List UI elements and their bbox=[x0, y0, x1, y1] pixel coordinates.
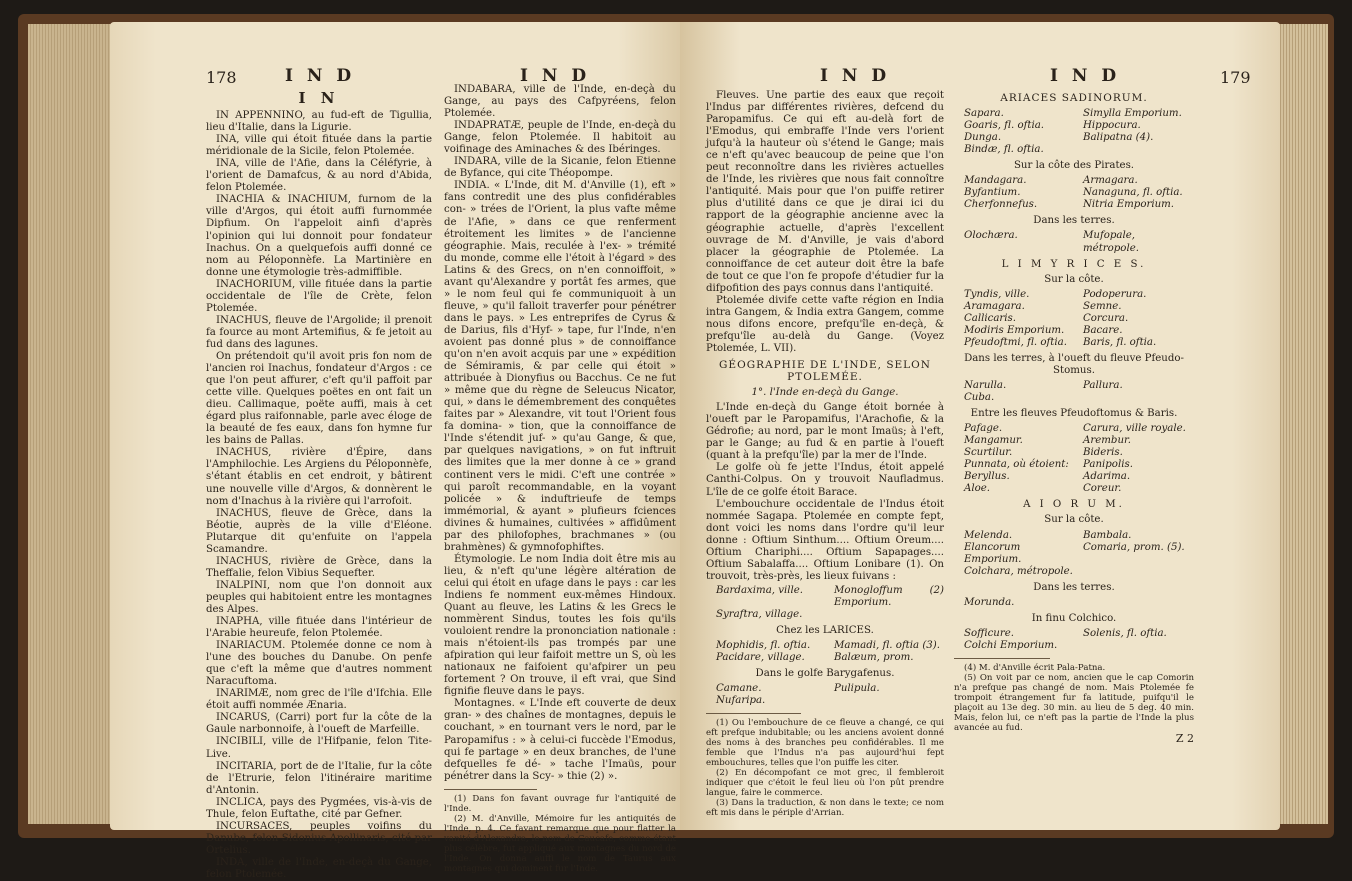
list-item: Nitria Emporium. bbox=[1083, 199, 1175, 211]
colchico-title: In finu Colchico. bbox=[1031, 612, 1117, 624]
list-terres bbox=[964, 230, 1194, 254]
ariaces-title: ARIACES SADINORUM. bbox=[1000, 92, 1148, 104]
entry-paragraph: INCURSACES, peuples voifins du Danube, felon Sidonius Apollinaris, cité par Ortelius. bbox=[206, 820, 432, 856]
list-item: Pfeudoftmi, fl. oftia. bbox=[964, 336, 1067, 348]
list-item bbox=[1083, 597, 1194, 609]
footnote: (3) Dans la traduction, & non dans le texte; ce nom eft mis dans le périple d'Arrian. bbox=[706, 798, 944, 819]
cote-title: Sur la côte. bbox=[1044, 273, 1104, 285]
entry-paragraph: INACHUS, fleuve de Grèce, dans la Béotie, auprès de la ville d'Eléone. Plutarque dit qu'enfuite on l'appela Scamandre. bbox=[206, 507, 432, 555]
footnote: (2) En décompofant ce mot grec, il fembleroit indiquer que c'étoit le feul lieu où l'on pût prendre langue, faire le commerce. bbox=[706, 768, 944, 799]
list-limyrices bbox=[964, 289, 1194, 349]
list-item: Coreur. bbox=[1083, 483, 1122, 495]
entry-paragraph: INCLICA, pays des Pygmées, vis-à-vis de Thule, felon Euftathe, cité par Gefner. bbox=[206, 796, 432, 820]
list-item: Solenis, fl. oftia. bbox=[1083, 627, 1167, 639]
list-aiorum bbox=[964, 530, 1194, 578]
entry-paragraph: INDABARA, ville de l'Inde, en-deçà du Gange, au pays des Cafpyréens, felon Ptolemée. bbox=[444, 84, 676, 120]
footnote-rule bbox=[954, 658, 1050, 659]
list-item: Podoperura. bbox=[1083, 288, 1147, 300]
entry-paragraph: Fleuves. Une partie des eaux que reçoit l'Indus par différentes rivières, defcend du Paropamifus. Ce qui eft au-delà fort de l'Emodus, qui embraffe l'Inde vers l'orient jufqu'à la hauteur où s'étend le Gange; mais ce n'eft qu'avec beaucoup de peine que l'on peut reconnoître dans les rivières actuelles de l'Inde, les rivières que nous fait connoître l'antiquité. Mais pour que l'on puiffe retirer plus d'utilité dans ce que je dirai ici du rapport de la géographie ancienne avec la géographie actuelle, d'après l'excellent ouvrage de M. d'Anville, je vais d'abord placer la géographie de Ptolemée. La connoiffance de cet auteur doit être la bafe de tout ce que l'on fe propofe d'étudier fur la difpofition des pays connus dans l'antiquité. bbox=[706, 90, 944, 294]
list-item bbox=[1083, 640, 1194, 652]
cote2-title: Sur la côte. bbox=[1044, 514, 1104, 526]
list-item: Camane. bbox=[716, 683, 762, 695]
left-column-1 bbox=[206, 89, 432, 881]
section-header: I N bbox=[298, 89, 340, 107]
list-item: Mophidis, fl. oftia. bbox=[716, 640, 811, 652]
footnote-rule bbox=[444, 789, 537, 790]
page-edges-left bbox=[28, 24, 112, 824]
list-item: Bindæ, fl. oftia. bbox=[964, 144, 1044, 156]
list-item: Sofficure. bbox=[964, 627, 1014, 639]
list-item: Pallura. bbox=[1083, 379, 1123, 391]
footnote-rule bbox=[706, 713, 801, 714]
list-item: Colchara, métropole. bbox=[964, 565, 1073, 577]
list-item: Cuba. bbox=[964, 392, 995, 404]
terres2-title: Dans les terres. bbox=[1033, 581, 1115, 593]
list-1 bbox=[716, 585, 944, 621]
entry-paragraph: INACHIA & INACHIUM, furnom de la ville d'Argos, qui étoit auffi furnommée Dipfium. On l'appeloit ainfi d'après l'opinion qui lui donnoit pour fondateur Inachus. On a quelquefois auffi donné ce nom au Péloponnèfe. La Martinière en donne une étymologie très-admiffible. bbox=[206, 194, 432, 278]
list-item bbox=[834, 609, 944, 621]
list-item: Armagara. bbox=[1083, 175, 1138, 187]
list-item: Pulipula. bbox=[834, 683, 880, 695]
list-item: Bambala. bbox=[1083, 529, 1132, 541]
list-item: Baris, fl. oftia. bbox=[1083, 336, 1157, 348]
list-item: Adarima. bbox=[1083, 471, 1131, 483]
list-item: Bideris. bbox=[1083, 447, 1123, 459]
list-pirates bbox=[964, 175, 1194, 211]
list-item: Mandagara. bbox=[964, 175, 1027, 187]
running-head: I N D bbox=[820, 66, 891, 86]
list-item: Bardaxima, ville. bbox=[716, 584, 804, 596]
list-entre bbox=[964, 423, 1194, 495]
entry-paragraph: INALPINI, nom que l'on donnoit aux peuples qui habitoient entre les montagnes des Alpes. bbox=[206, 579, 432, 615]
terres-title: Dans les terres. bbox=[1033, 215, 1115, 227]
pseudo-title: Dans les terres, à l'oueft du fleuve Pfeudo-Stomus. bbox=[964, 352, 1184, 376]
signature-mark: Z 2 bbox=[1175, 731, 1194, 745]
entry-paragraph: INDA, ville de l'Inde, en-deçà du Gange, felon Ptolemée. bbox=[206, 856, 432, 880]
entry-paragraph: INAPHA, ville fituée dans l'intérieur de l'Arabie heureufe, felon Ptolemée. bbox=[206, 616, 432, 640]
left-column-2 bbox=[444, 84, 676, 874]
entry-paragraph: INACHUS, rivière de Grèce, dans la Theffalie, felon Vibius Sequefter. bbox=[206, 555, 432, 579]
footnote: (1) Dans fon favant ouvrage fur l'antiquité de l'Inde. bbox=[444, 793, 676, 814]
larices-title: Chez les LARICES. bbox=[776, 625, 874, 637]
list-item: Morunda. bbox=[964, 596, 1015, 608]
list-item: Cherfonnefus. bbox=[964, 199, 1038, 211]
entre-title: Entre les fleuves Pfeudoftomus & Baris. bbox=[970, 408, 1178, 420]
list-item: Olochæra. bbox=[964, 230, 1018, 242]
list-item: Mangamur. bbox=[964, 435, 1023, 447]
entry-paragraph: Étymologie. Le nom India doit être mis au lieu, & n'eft qu'une légère altération de celui qui étoit en ufage dans le pays : car les Indiens fe nomment eux-mêmes Hindoux. Quant au fleuve, les Latins & les Grecs le nommèrent Sindus, toutes les fois qu'ils vouloient rendre la prononciation nationale : mais n'étoient-ils pas trompés par une afpiration qui leur faifoit mettre un S, où les nationaux ne faifoient qu'afpirer un peu fortement ? On trouve, il eft vrai, que Sind fignifie fleuve dans le pays. bbox=[444, 553, 676, 698]
running-head-2: I N D bbox=[1050, 66, 1121, 86]
entry-paragraph: IN APPENNINO, au fud-eft de Tigullia, lieu d'Italie, dans la Ligurie. bbox=[206, 110, 432, 134]
footnote: (2) M. d'Anville, Mémoire fur les antiquités de l'Inde, p. 4. Ce favant remarque que pour flatter la vanité d'Alexandre, le nom de Caucafe, comme étant plus célèbre, fut appliqué aux montagnes du nord de l'Inde. On donna auffi le nom de Taurus aux montagnes qui dominent fur l'Inde. bbox=[444, 813, 676, 874]
entry-paragraph: INCARUS, (Carri) port fur la côte de la Gaule narbonnoife, à l'oueft de Marfeille. bbox=[206, 712, 432, 736]
left-page bbox=[110, 22, 688, 880]
entry-paragraph: INACHORIUM, ville fituée dans la partie occidentale de l'île de Crète, felon Ptolemée. bbox=[206, 278, 432, 314]
right-column-1 bbox=[706, 90, 944, 818]
list-item: Pafage. bbox=[964, 423, 1003, 435]
list-item: Modiris Emporium. bbox=[964, 324, 1065, 336]
list-item: Hippocura. bbox=[1083, 120, 1141, 132]
list-item: Semne. bbox=[1083, 300, 1122, 312]
pirates-title: Sur la côte des Pirates. bbox=[1013, 160, 1135, 172]
list-item: Arembur. bbox=[1083, 435, 1131, 447]
barygaza-title: Dans le golfe Barygafenus. bbox=[755, 668, 895, 680]
list-item bbox=[1083, 144, 1194, 156]
list-3 bbox=[716, 683, 944, 707]
list-colchico bbox=[964, 628, 1194, 652]
right-page bbox=[680, 22, 1280, 830]
entry-paragraph: L'embouchure occidentale de l'Indus étoit nommée Sagapa. Ptolemée en compte fept, dont voici les noms dans l'ordre qu'il leur donne : Oftium Sinthum.... Oftium Oreum.... Oftium Chariphi.... Oftium Sapapages.... Oftium Sabalaffa.... Oftium Lonibare (1). On trouvoit, très-près, les lieux fuivans : bbox=[706, 498, 944, 582]
list-item: Narulla. bbox=[964, 379, 1007, 391]
list-item: Elancorum Emporium. bbox=[964, 541, 1022, 565]
entry-paragraph: INDAPRATÆ, peuple de l'Inde, en-deçà du Gange, felon Ptolemée. Il habitoit au voifinage des Aminaches & des Ibéringes. bbox=[444, 120, 676, 156]
entry-paragraph: Montagnes. « L'Inde eft couverte de deux gran- » des chaînes de montagnes, depuis le couchant, » en tournant vers le nord, par le Paropamifus : » à celui-ci fuccède l'Emodus, qui fe partage » en deux branches, de l'une defquelles fe dé- » tache l'Imaüs, pour pénétrer dans la Scy- » thie (2) ». bbox=[444, 698, 676, 782]
list-item: Mufopale, métropole. bbox=[1083, 230, 1139, 254]
entry-paragraph: L'Inde en-deçà du Gange étoit bornée à l'oueft par le Paropamifus, l'Arachofie, & la Gédrofie; au nord, par le mont Imaüs; à l'eft, par le Gange; au fud & en partie à l'oueft (quant à la prefqu'île) par la mer de l'Inde. bbox=[706, 402, 944, 462]
list-item bbox=[1083, 566, 1194, 578]
entry-paragraph: INCIBILI, ville de l'Hifpanie, felon Tite-Live. bbox=[206, 736, 432, 760]
list-pseudo bbox=[964, 380, 1194, 404]
list-item: Goaris, fl. oftia. bbox=[964, 120, 1045, 132]
list-item: Sapara. bbox=[964, 108, 1004, 120]
running-head-2: I N D bbox=[520, 66, 591, 86]
footnote: (4) M. d'Anville écrit Pala-Patna. bbox=[964, 662, 1106, 673]
list-item: Monogloffum (2) Emporium. bbox=[834, 584, 944, 608]
footnote: (1) Ou l'embouchure de ce fleuve a changé, ce qui eft prefque indubitable; ou les anciens avoient donné des noms à des branches peu confidérables. Il me femble que l'Indus n'a pas aujourd'hui fept embouchures, telles que l'on puiffe les citer. bbox=[706, 718, 944, 769]
entry-paragraph: On prétendoit qu'il avoit pris fon nom de l'ancien roi Inachus, fondateur d'Argos : ce que l'on peut affurer, c'eft qu'il paffoit par cette ville. Quelques poëtes en ont fait un dieu. Callimaque, poëte auffi, mais à cet égard plus raifonnable, parle avec éloge de la beauté de fes eaux, dans fon hymne fur les bains de Pallas. bbox=[206, 350, 432, 447]
list-item: Panipolis. bbox=[1083, 459, 1133, 471]
list-item: Callicaris. bbox=[964, 312, 1017, 324]
entry-paragraph: INARIACUM. Ptolemée donne ce nom à l'une des bouches du Danube. On penfe que c'eft la même que d'autres nomment Naracuftoma. bbox=[206, 640, 432, 688]
entry-paragraph: INA, ville de l'Afie, dans la Céléfyrie, à l'orient de Damafcus, & au nord d'Abida, felon Ptolemée. bbox=[206, 158, 432, 194]
entry-paragraph: INCITARIA, port de de l'Italie, fur la côte de l'Etrurie, felon l'itinéraire maritime d'Antonin. bbox=[206, 760, 432, 796]
list-item: Nanaguna, fl. oftia. bbox=[1083, 187, 1183, 199]
list-item: Pacidare, village. bbox=[716, 652, 805, 664]
entry-paragraph: Ptolemée divife cette vafte région en India intra Gangem, & India extra Gangem, comme nous difons encore, prefqu'île en-deçà, & prefqu'île au-delà du Gange. (Voyez Ptolemée, L. VII). bbox=[706, 294, 944, 354]
aiorum-title: A I O R U M. bbox=[1023, 499, 1125, 511]
entry-paragraph: INARIMÆ, nom grec de l'île d'Ifchia. Elle étoit auffi nommée Ænaria. bbox=[206, 688, 432, 712]
footnote: (5) On voit par ce nom, ancien que le cap Comorin n'a prefque pas changé de nom. Mais Ptolemée fe trompoit étrangement fur fa latitude, puifqu'il le plaçoit au 13e deg. 30 min. au lieu de 5 deg. 40 min. Mais, felon lui, ce n'eft pas la partie de l'Inde la plus avancée au fud. bbox=[954, 672, 1194, 733]
list-item: Simylla Emporium. bbox=[1083, 108, 1182, 120]
page-number: 179 bbox=[1220, 68, 1251, 87]
list-item: Carura, ville royale. bbox=[1083, 423, 1186, 435]
list-item: Balæum, prom. bbox=[834, 652, 914, 664]
list-item: Punnata, où étoient: bbox=[964, 459, 1069, 471]
list-item: Byfantium. bbox=[964, 187, 1021, 199]
list-item: Syraftra, village. bbox=[716, 608, 803, 620]
list-item bbox=[1083, 392, 1194, 404]
list-item: Aloe. bbox=[964, 483, 991, 495]
entry-paragraph: INACHUS, fleuve de l'Argolide; il prenoit fa fource au mont Artemifius, & fe jetoit au fud dans des lagunes. bbox=[206, 314, 432, 350]
running-head: I N D bbox=[285, 66, 356, 86]
list-item: Scurtilur. bbox=[964, 447, 1013, 459]
list-item: Comaria, prom. (5). bbox=[1083, 541, 1185, 553]
list-item: Nufaripa. bbox=[716, 695, 766, 707]
list-item: Melenda. bbox=[964, 529, 1013, 541]
list-item: Balipatna (4). bbox=[1083, 132, 1154, 144]
list-item: Dunga. bbox=[964, 132, 1002, 144]
geo-title: GÉOGRAPHIE DE L'INDE, SELON PTOLEMÉE. bbox=[719, 359, 931, 384]
list-item: Aramagara. bbox=[964, 300, 1025, 312]
list-item bbox=[834, 695, 944, 707]
right-column-2 bbox=[954, 88, 1194, 745]
entry-paragraph: INA, ville qui étoit fituée dans la partie méridionale de la Sicile, felon Ptolemée. bbox=[206, 134, 432, 158]
geo-subtitle: 1°. l'Inde en-deçà du Gange. bbox=[751, 387, 899, 399]
book bbox=[18, 14, 1334, 880]
list-item: Beryllus. bbox=[964, 471, 1010, 483]
entry-paragraph: INDIA. « L'Inde, dit M. d'Anville (1), eft » fans contredit une des plus confidérables con- » trées de l'Orient, la plus vafte même de l'Afie, » dans ce que renferment étroitement les limites » de l'ancienne géographie. Mais, reculée à l'ex- » trémité du monde, comme elle l'étoit à l'égard » des Latins & des Grecs, on n'en connoiffoit, » avant qu'Alexandre y portât fes armes, que » le nom feul qui fe communiquoit à un fleuve, » qu'il falloit traverfer pour pénétrer dans le pays. » Les entreprifes de Cyrus & de Darius, fils d'Hyf- » tape, fur l'Inde, n'en avoient pas donné plus » de connoiffance qu'on n'en avoit acquis par une » expédition de Sémiramis, & par celle qui étoit » attribuée à Dionyfius ou Bacchus. Ce ne fut » même que du règne de Seleucus Nicator, qui, » dans le démembrement des conquêtes faites par » Alexandre, vit tout l'Orient fous fa domina- » tion, que la connoiffance de l'Inde s'étendit juf- » qu'au Gange, & que, par quelques navigations, » on fut inftruit des limites que la mer donne à ce » grand continent vers le midi. C'eft une contrée » qui paroît recommandable, en la voyant policée » & induftrieufe de temps immémorial, & ayant » plufieurs fciences divines & humaines, cultivées » affidûment par des philofophes, brachmanes » (ou brahmènes) & gymnofophiftes. bbox=[444, 180, 676, 553]
list-item: Colchi Emporium. bbox=[964, 639, 1058, 651]
list-item: Corcura. bbox=[1083, 312, 1129, 324]
entry-paragraph: Le golfe où fe jette l'Indus, étoit appelé Canthi-Colpus. On y trouvoit Naufladmus. L'île de ce golfe étoit Barace. bbox=[706, 462, 944, 498]
list-ariaces bbox=[964, 108, 1194, 156]
page-number: 178 bbox=[206, 68, 237, 87]
list-item: Bacare. bbox=[1083, 324, 1123, 336]
limyrices-title: L I M Y R I C E S. bbox=[1001, 258, 1147, 270]
list-item: Mamadi, fl. oftia (3). bbox=[834, 640, 941, 652]
entry-paragraph: INACHUS, rivière d'Épire, dans l'Amphilochie. Les Argiens du Péloponnèfe, s'étant établis en cet endroit, y bâtirent une nouvelle ville d'Argos, & donnèrent le nom d'Inachus à la rivière qui l'arrofoit. bbox=[206, 447, 432, 507]
list-item: Tyndis, ville. bbox=[964, 288, 1030, 300]
list-terres2 bbox=[964, 597, 1194, 609]
list-2 bbox=[716, 640, 944, 664]
entry-paragraph: INDARA, ville de la Sicanie, felon Etienne de Byfance, qui cite Théopompe. bbox=[444, 156, 676, 180]
